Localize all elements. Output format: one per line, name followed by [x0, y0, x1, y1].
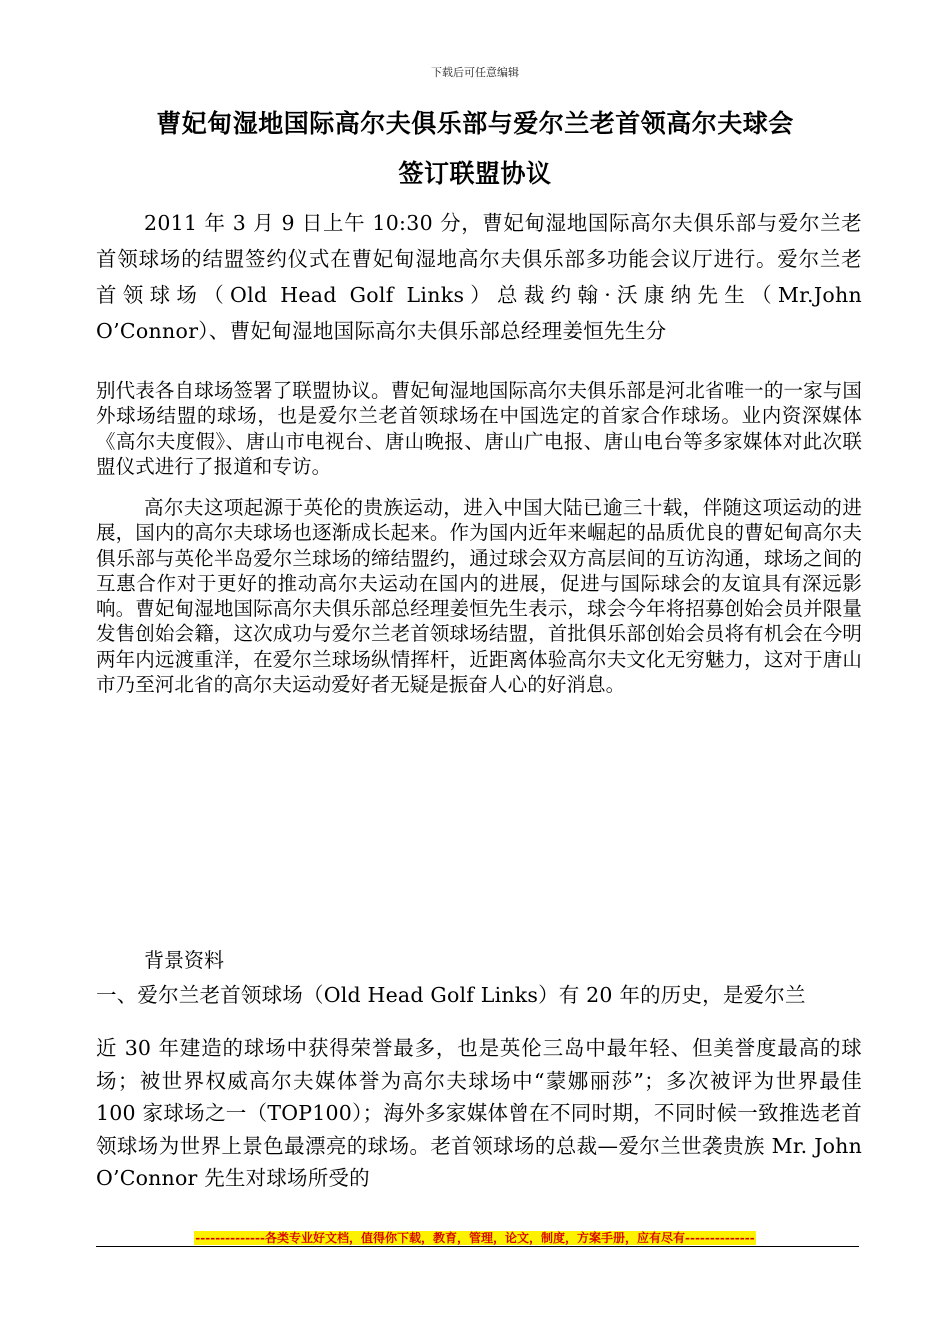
- footer-promo-note: [0, 1230, 950, 1246]
- footer-divider: [96, 1246, 859, 1247]
- background-item-1-first-line: 一、爱尔兰老首领球场（Old Head Golf Links）有 20 年的历史，是爱尔兰: [96, 983, 806, 1007]
- footer-promo-text: --------------各类专业好文档，值得你下载，教育，管理，论文，制度，方案手册，应有尽有--------------: [195, 1231, 755, 1245]
- document-title-line-1: 曹妃甸湿地国际高尔夫俱乐部与爱尔兰老首领高尔夫球会: [156, 109, 794, 138]
- download-note: 下载后可任意编辑: [431, 66, 519, 79]
- document-title-line-2: 签订联盟协议: [398, 159, 552, 188]
- background-item-1-text: 近 30 年建造的球场中获得荣誉最多，也是英伦三岛中最年轻、但美誉度最高的球场；被世界权威高尔夫媒体誉为高尔夫球场中“蒙娜丽莎”；多次被评为世界最佳 100 家球场之一（TOP100）；海外多家媒体曾在不同时期，不同时候一致推选老首领球场为世界上景色最漂亮的球场。老首领球场的总裁—爱尔兰世袭贵族 Mr. John O’Connor 先生对球场所受的: [96, 1036, 862, 1191]
- paragraph-golf-development: 高尔夫这项起源于英伦的贵族运动，进入中国大陆已逾三十载，伴随这项运动的进展，国内的高尔夫球场也逐渐成长起来。作为国内近年来崛起的品质优良的曹妃甸高尔夫俱乐部与英伦半岛爱尔兰球场的缔结盟约，通过球会双方高层间的互访沟通，球场之间的互惠合作对于更好的推动高尔夫运动在国内的进展，促进与国际球会的友谊具有深远影响。曹妃甸湿地国际高尔夫俱乐部总经理姜恒先生表示，球会今年将招募创始会员并限量发售创始会籍，这次成功与爱尔兰老首领球场结盟，首批俱乐部创始会员将有机会在今明两年内远渡重洋，在爱尔兰球场纵情挥杆，近距离体验高尔夫文化无穷魅力，这对于唐山市乃至河北省的高尔夫运动爱好者无疑是振奋人心的好消息。: [96, 496, 862, 697]
- background-heading: 背景资料: [144, 948, 224, 972]
- paragraph-alliance-details: 别代表各自球场签署了联盟协议。曹妃甸湿地国际高尔夫俱乐部是河北省唯一的一家与国外球场结盟的球场，也是爱尔兰老首领球场在中国选定的首家合作球场。业内资深媒体《高尔夫度假》、唐山市电视台、唐山晚报、唐山广电报、唐山电台等多家媒体对此次联盟仪式进行了报道和专访。: [96, 379, 862, 478]
- paragraph-signing-ceremony: 2011 年 3 月 9 日上午 10:30 分，曹妃甸湿地国际高尔夫俱乐部与爱尔兰老首领球场的结盟签约仪式在曹妃甸湿地高尔夫俱乐部多功能会议厅进行。爱尔兰老首领球场（Old Head Golf Links）总裁约翰·沃康纳先生（Mr.John O’Connor）、曹妃甸湿地国际高尔夫俱乐部总经理姜恒先生分: [96, 211, 862, 343]
